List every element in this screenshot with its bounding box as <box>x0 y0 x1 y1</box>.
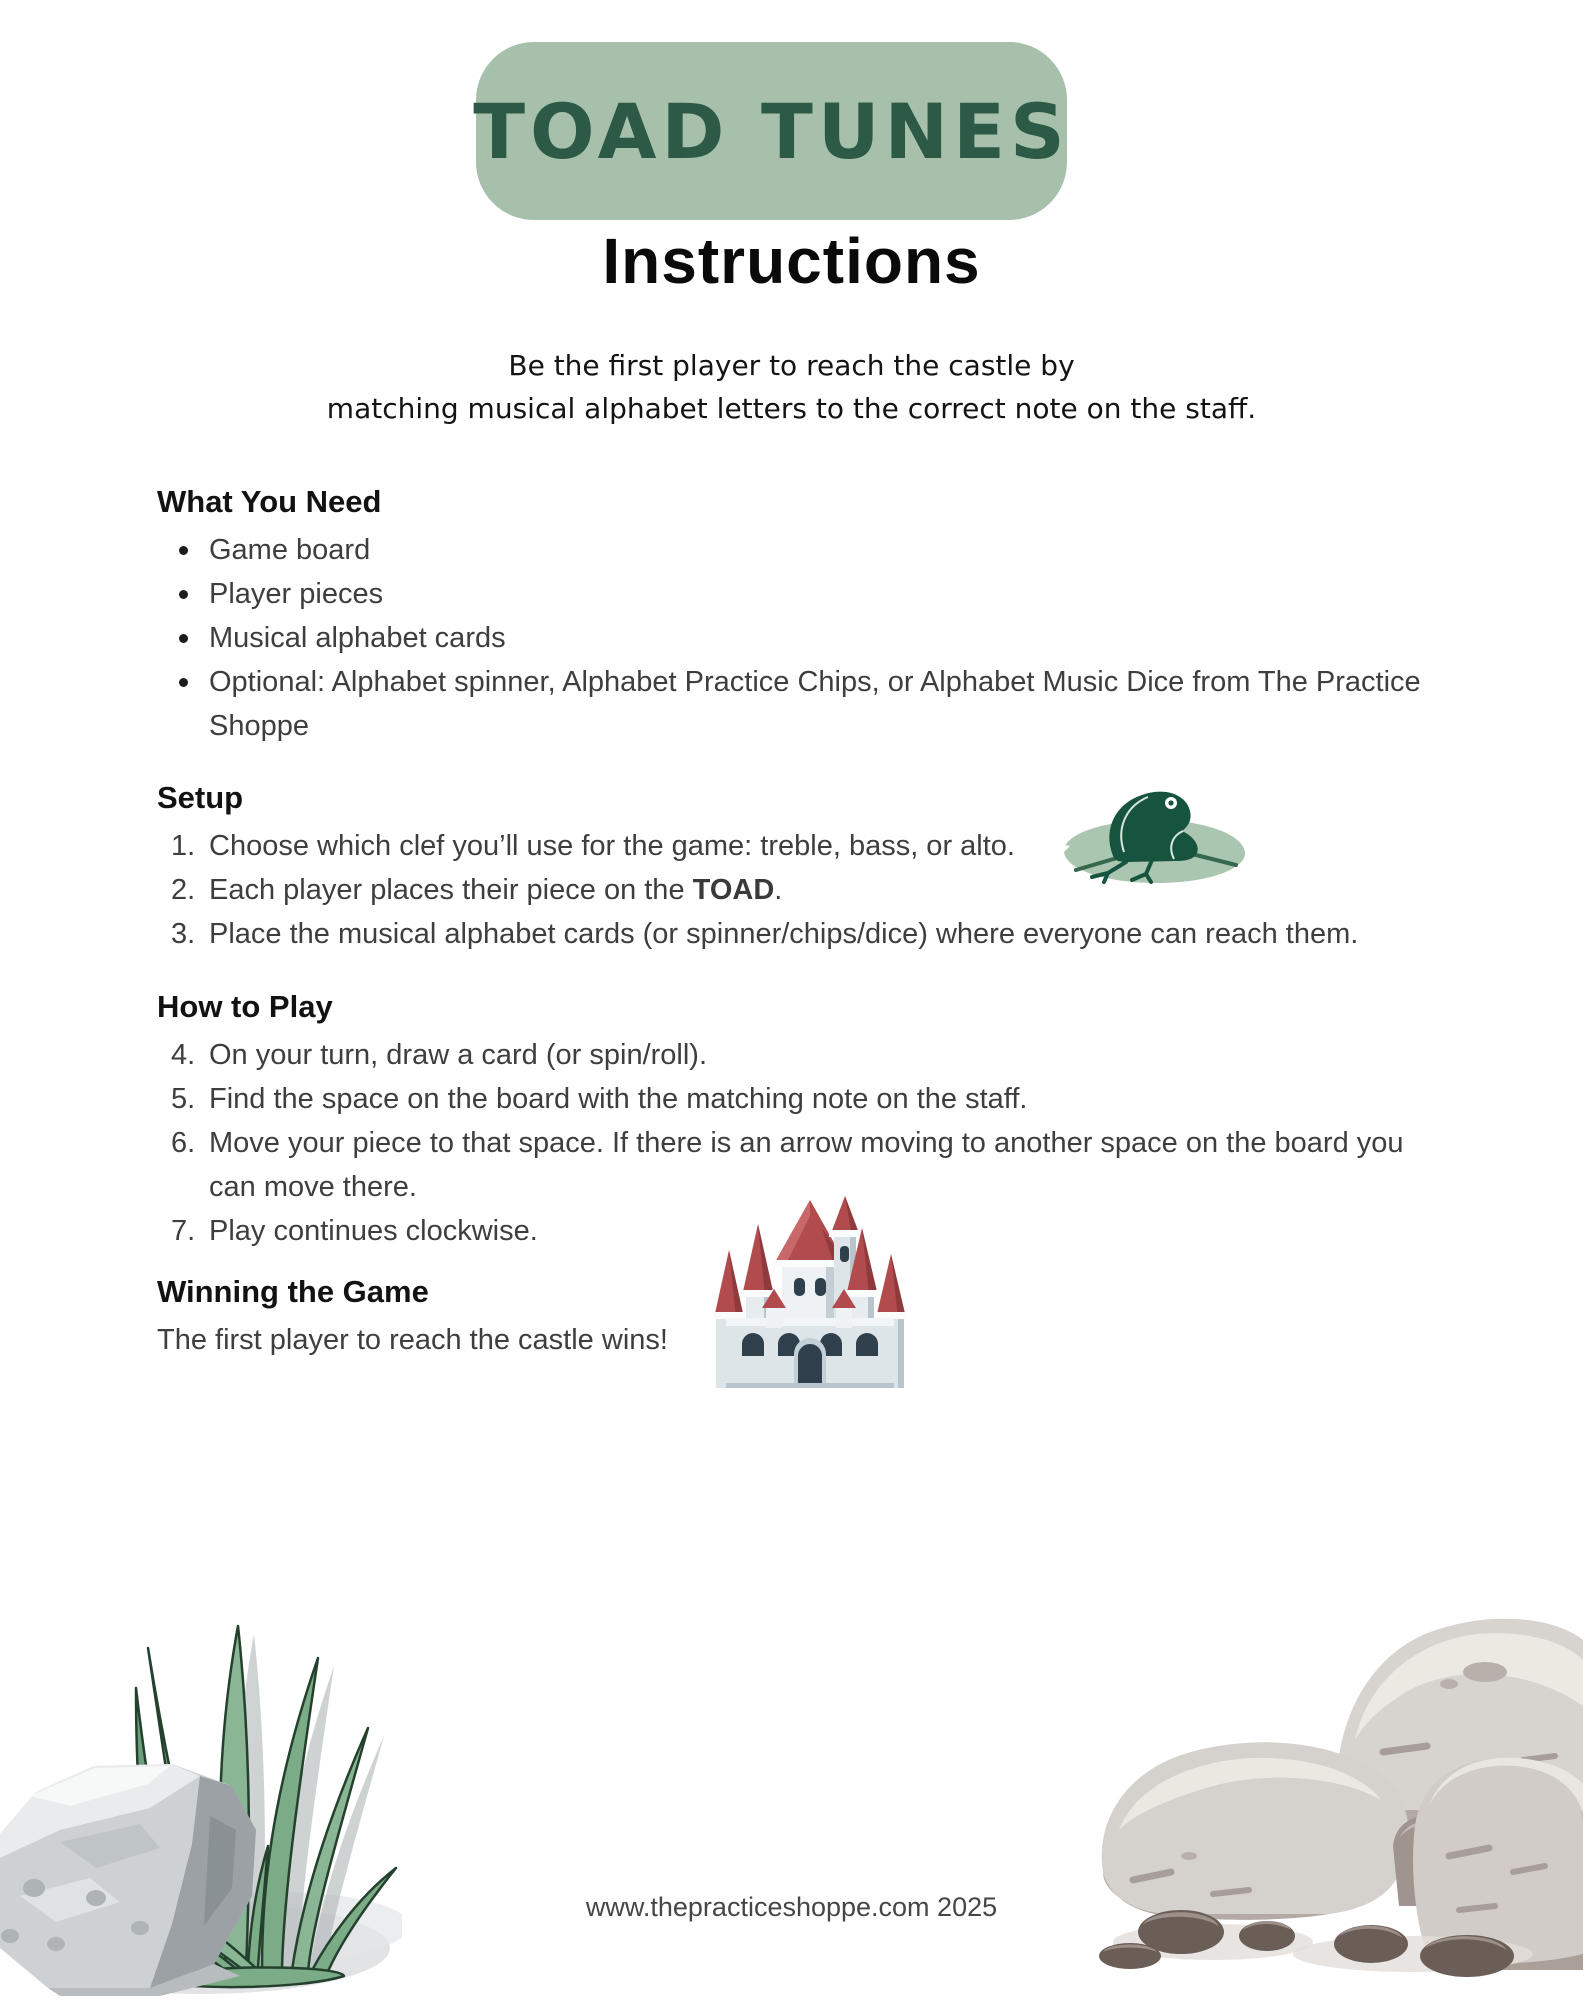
bullet-icon <box>179 546 188 555</box>
list-number: 5. <box>171 1083 196 1115</box>
list-item-text: On your turn, draw a card (or spin/roll). <box>209 1039 708 1071</box>
list-item <box>157 1209 1447 1253</box>
list-item <box>157 660 1447 748</box>
list-item-text: Player pieces <box>209 578 384 610</box>
list-number: 4. <box>171 1039 196 1071</box>
game-title: TOAD TUNES <box>473 86 1070 176</box>
list-number: 1. <box>171 830 196 862</box>
list-number: 6. <box>171 1127 196 1159</box>
section-how-to-play <box>157 985 1447 1253</box>
bullet-icon <box>179 590 188 599</box>
section-heading-setup: Setup <box>157 780 244 815</box>
section-winning <box>157 1270 1447 1362</box>
list-number: 2. <box>171 874 196 906</box>
title-banner <box>473 42 1070 220</box>
list-item-text: Each player places their piece on the TOAD. <box>209 874 783 906</box>
intro-line-2: matching musical alphabet letters to the correct note on the staff. <box>326 392 1257 425</box>
section-setup <box>157 776 1447 956</box>
list-item <box>157 572 1447 616</box>
intro-text <box>0 344 1583 430</box>
bullet-icon <box>179 634 188 643</box>
section-heading-winning: Winning the Game <box>157 1274 429 1309</box>
page-title: Instructions <box>602 225 981 297</box>
list-item <box>157 824 1447 868</box>
list-item <box>157 1033 1447 1077</box>
winning-text: The first player to reach the castle wins! <box>157 1324 668 1356</box>
list-item-text: Game board <box>209 534 371 566</box>
list-item <box>157 616 1447 660</box>
list-item-text: Musical alphabet cards <box>209 622 506 654</box>
content <box>157 480 1447 1362</box>
bold-toad-word: TOAD <box>692 874 775 906</box>
list-item <box>157 912 1447 956</box>
grass-and-rock-illustration <box>0 1596 402 2000</box>
list-item-text: Move your piece to that space. If there is an arrow moving to another space on the board you can move there. <box>209 1127 1404 1203</box>
list-item-text: Play continues clockwise. <box>209 1215 538 1247</box>
list-item <box>157 1077 1447 1121</box>
list-item-text: Place the musical alphabet cards (or spinner/chips/dice) where everyone can reach them. <box>209 918 1359 950</box>
section-heading-what-you-need: What You Need <box>157 484 382 519</box>
list-item-text: Find the space on the board with the matching note on the staff. <box>209 1083 1028 1115</box>
intro-line-1: Be the first player to reach the castle by <box>508 349 1075 382</box>
list-item-text: Choose which clef you’ll use for the game: treble, bass, or alto. <box>209 830 1015 862</box>
boulder-cluster-illustration <box>1093 1610 1583 2000</box>
section-what-you-need <box>157 480 1447 748</box>
bullet-icon <box>179 678 188 687</box>
list-item <box>157 868 1447 912</box>
footer-url: www.thepracticeshoppe.com 2025 <box>585 1892 998 1922</box>
list-item <box>157 1121 1447 1209</box>
list-number: 7. <box>171 1215 196 1247</box>
list-item <box>157 528 1447 572</box>
section-heading-how-to-play: How to Play <box>157 989 333 1024</box>
list-number: 3. <box>171 918 196 950</box>
list-item-text: Optional: Alphabet spinner, Alphabet Practice Chips, or Alphabet Music Dice from The Practice Shoppe <box>209 666 1421 742</box>
